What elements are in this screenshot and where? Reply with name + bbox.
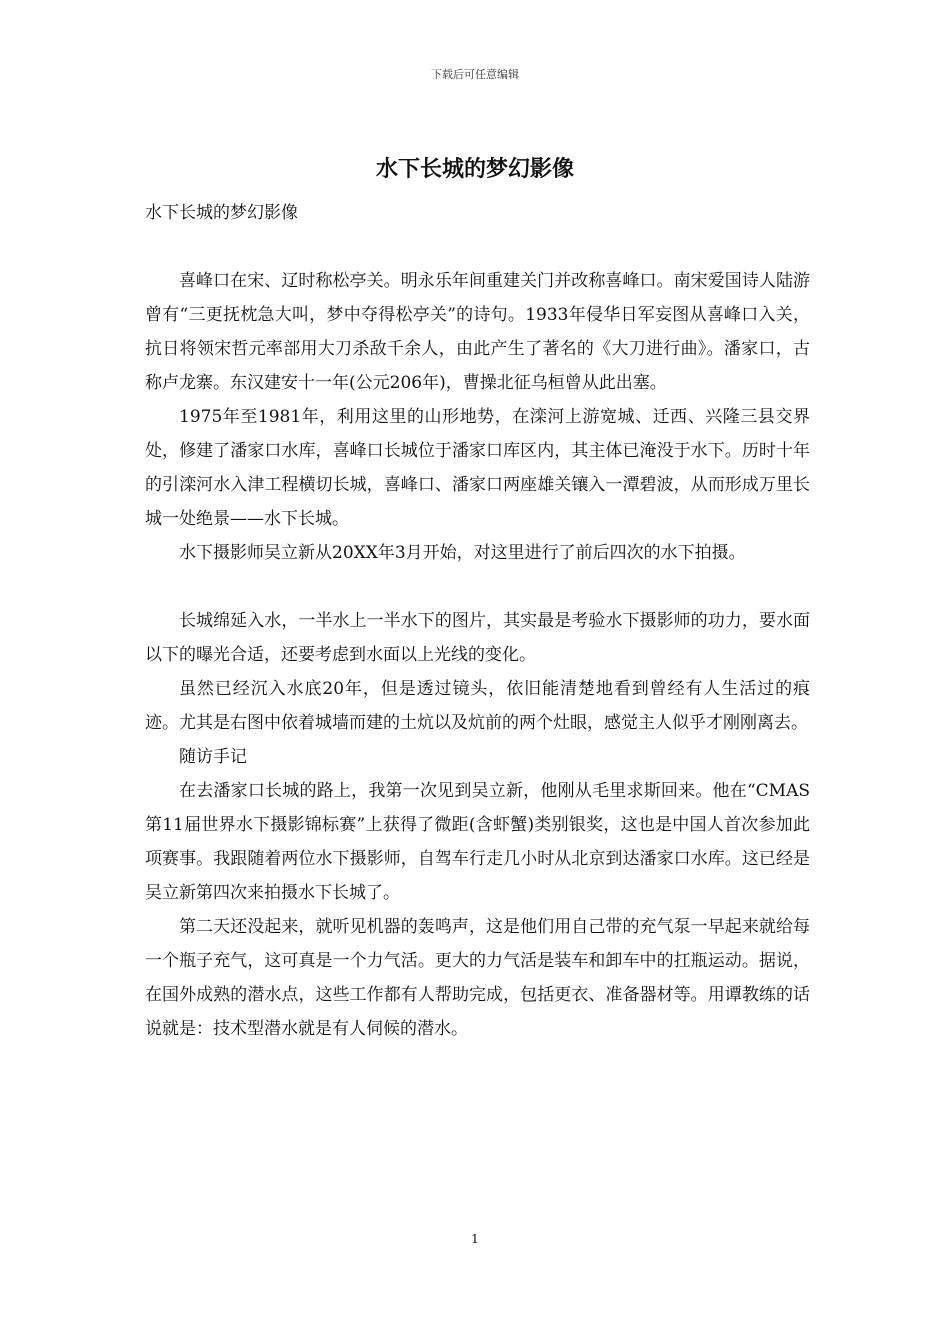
paragraph-3: 水下摄影师吴立新从20XX年3月开始，对这里进行了前后四次的水下拍摄。 bbox=[179, 543, 746, 563]
paragraph-1: 喜峰口在宋、辽时称松亭关。明永乐年间重建关门并改称喜峰口。南宋爱国诗人陆游曾有“三更抚枕急大叫，梦中夺得松亭关”的诗句。1933年侵华日军妄图从喜峰口入关，抗日将领宋哲元率部用大刀杀敌千余人，由此产生了著名的《大刀进行曲》。潘家口，古称卢龙寨。东汉建安十一年(公元206年)，曹操北征乌桓曾从此出塞。 bbox=[145, 271, 810, 393]
subtitle-line: 水下长城的梦幻影像 bbox=[145, 203, 298, 223]
header-note: 下载后可任意编辑 bbox=[431, 68, 519, 81]
blank-line bbox=[145, 570, 810, 604]
blank-line bbox=[145, 230, 810, 264]
document-body bbox=[145, 196, 810, 1046]
paragraph-7: 第二天还没起来，就听见机器的轰鸣声，这是他们用自己带的充气泵一早起来就给每一个瓶子充气，这可真是一个力气活。更大的力气活是装车和卸车中的扛瓶运动。据说，在国外成熟的潜水点，这些工作都有人帮助完成，包括更衣、准备器材等。用谭教练的话说就是：技术型潜水就是有人伺候的潜水。 bbox=[145, 917, 810, 1039]
page-number: 1 bbox=[471, 1232, 479, 1246]
paragraph-2: 1975年至1981年，利用这里的山形地势，在滦河上游宽城、迁西、兴隆三县交界处，修建了潘家口水库，喜峰口长城位于潘家口库区内，其主体已淹没于水下。历时十年的引滦河水入津工程横切长城，喜峰口、潘家口两座雄关镶入一潭碧波，从而形成万里长城一处绝景——水下长城。 bbox=[145, 407, 810, 529]
paragraph-4: 长城绵延入水，一半水上一半水下的图片，其实最是考验水下摄影师的功力，要水面以下的曝光合适，还要考虑到水面以上光线的变化。 bbox=[145, 611, 810, 665]
section-heading: 随访手记 bbox=[179, 747, 247, 767]
document-title: 水下长城的梦幻影像 bbox=[375, 157, 574, 182]
paragraph-6: 在去潘家口长城的路上，我第一次见到吴立新，他刚从毛里求斯回来。他在“CMAS第11届世界水下摄影锦标赛”上获得了微距(含虾蟹)类别银奖，这也是中国人首次参加此项赛事。我跟随着两位水下摄影师，自驾车行走几小时从北京到达潘家口水库。这已经是吴立新第四次来拍摄水下长城了。 bbox=[145, 781, 810, 903]
paragraph-5: 虽然已经沉入水底20年，但是透过镜头，依旧能清楚地看到曾经有人生活过的痕迹。尤其是右图中依着城墙而建的土炕以及炕前的两个灶眼，感觉主人似乎才刚刚离去。 bbox=[145, 679, 810, 733]
